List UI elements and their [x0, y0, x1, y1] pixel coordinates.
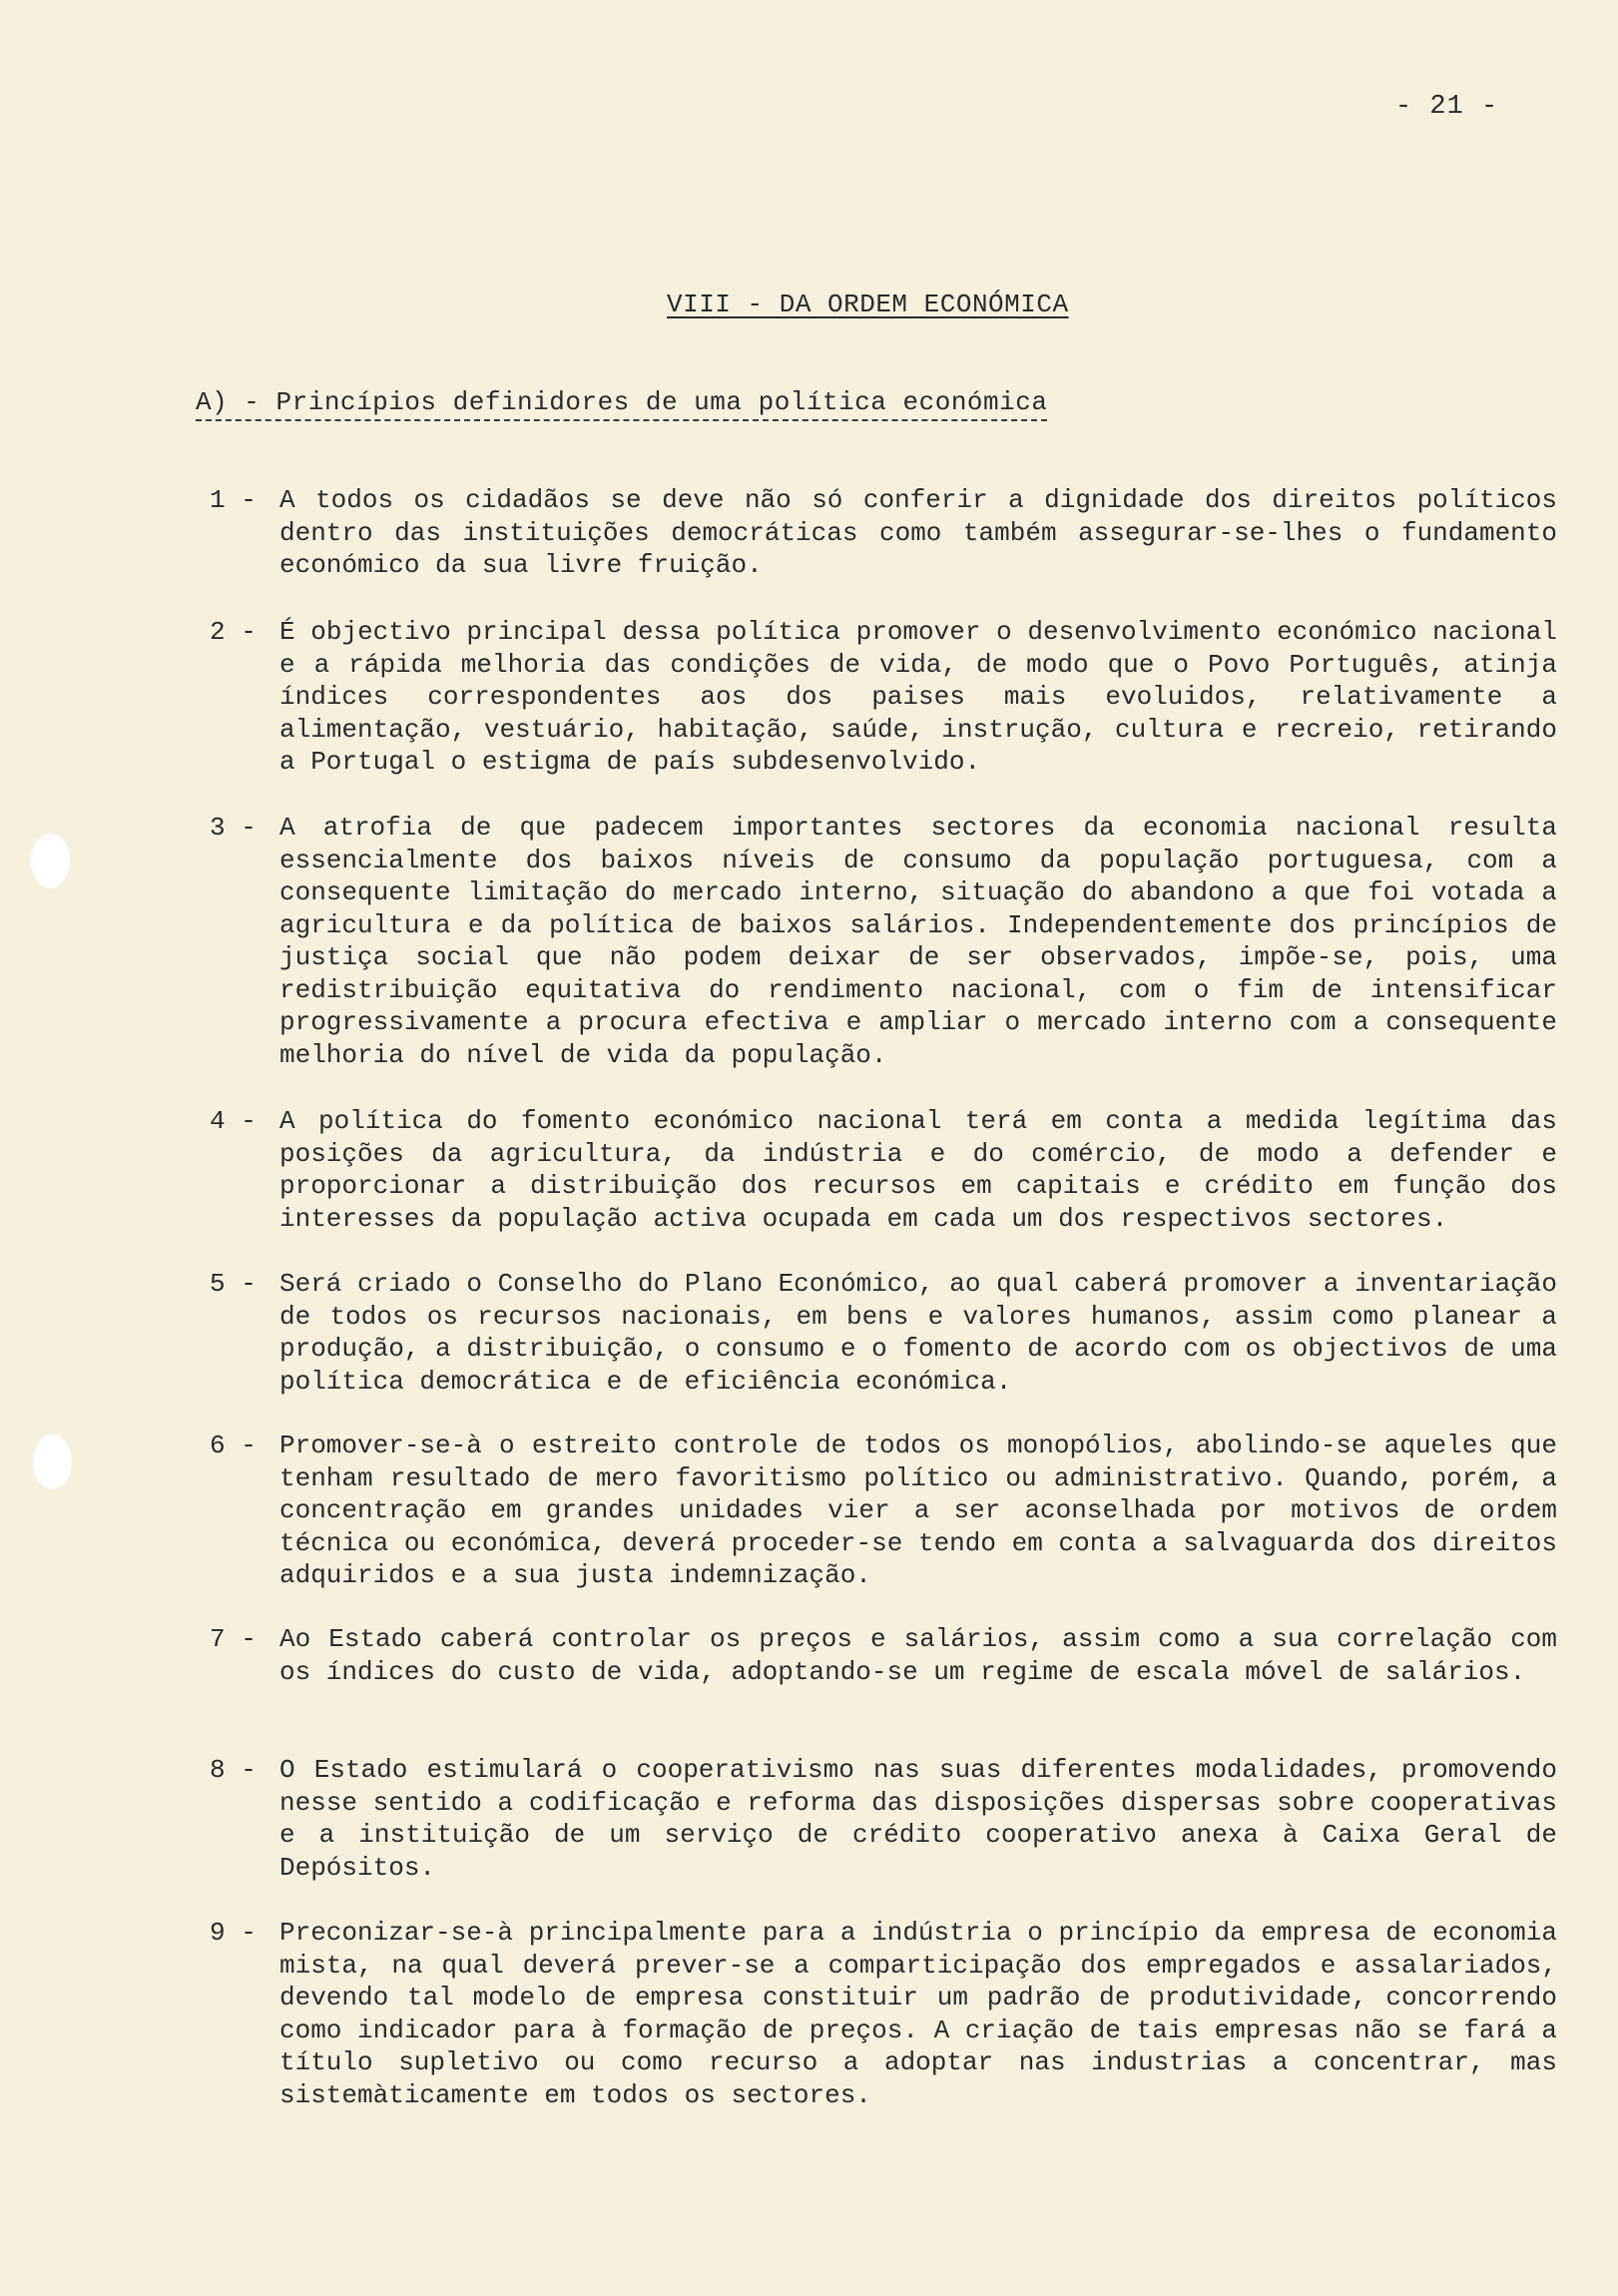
item-text: A todos os cidadãos se deve não só conferir a dignidade dos direitos políticos dentro das instituições democráticas como também assegurar-se-lhes o fundamento económico da sua livre fruição.	[279, 485, 1557, 580]
item-number: 2 -	[210, 617, 257, 647]
item-text: Ao Estado caberá controlar os preços e salários, assim como a sua correlação com os índices do custo de vida, adoptando-se um regime de escala móvel de salários.	[279, 1624, 1557, 1687]
item-number: 1 -	[210, 485, 257, 515]
item-number: 7 -	[210, 1624, 257, 1654]
item-text: A política do fomento económico nacional terá em conta a medida legítima das posições da agricultura, da indústria e do comércio, de modo a defender e proporcionar a distribuição dos recursos em capitais e crédito em função dos interesses da população activa ocupada em cada um dos respectivos sectores.	[279, 1106, 1557, 1234]
section-title: VIII - DA ORDEM ECONÓMICA	[667, 289, 1069, 319]
item-text: O Estado estimulará o cooperativismo nas suas diferentes modalidades, promovendo nesse sentido a codificação e reforma das disposições dispersas sobre cooperativas e a instituição de um serviço de crédito cooperativo anexa à Caixa Geral de Depósitos.	[279, 1755, 1557, 1883]
item-number: 6 -	[210, 1431, 257, 1460]
item-text: Promover-se-à o estreito controle de todos os monopólios, abolindo-se aqueles que tenham resultado de mero favoritismo político ou administrativo. Quando, porém, a concentração em grandes unidades vier a ser aconselhada por motivos de ordem técnica ou económica, deverá proceder-se tendo em conta a salvaguarda dos direitos adquiridos e a sua justa indemnização.	[279, 1431, 1557, 1590]
item-number: 9 -	[210, 1918, 257, 1948]
page-number: - 21 -	[1395, 92, 1499, 122]
item-text: A atrofia de que padecem importantes sectores da economia nacional resulta essencialmente dos baixos níveis de consumo da população portuguesa, com a consequente limitação do mercado interno, situação do abandono a que foi votada a agricultura e da política de baixos salários. Independentemente dos princípios de justiça social que não podem deixar de ser observados, impõe-se, pois, uma redistribuição equitativa do rendimento nacional, com o fim de intensificar progressivamente a procura efectiva e ampliar o mercado interno com a consequente melhoria do nível de vida da população.	[279, 813, 1557, 1070]
item-number: 3 -	[210, 813, 257, 843]
punch-hole	[32, 1434, 72, 1489]
item-number: 4 -	[210, 1106, 257, 1136]
item-number: 8 -	[210, 1755, 257, 1785]
item-text: Será criado o Conselho do Plano Económico, ao qual caberá promover a inventariação de todos os recursos nacionais, em bens e valores humanos, assim como planear a produção, a distribuição, o consumo e o fomento de acordo com os objectivos de uma política democrática e de eficiência económica.	[279, 1269, 1557, 1397]
punch-hole	[30, 833, 70, 888]
item-text: É objectivo principal dessa política promover o desenvolvimento económico nacional e a rápida melhoria das condições de vida, de modo que o Povo Português, atinja índices correspondentes aos dos paises mais evoluidos, relativamente a alimentação, vestuário, habitação, saúde, instrução, cultura e recreio, retirando a Portugal o estigma de país subdesenvolvido.	[279, 617, 1557, 777]
item-text: Preconizar-se-à principalmente para a indústria o princípio da empresa de economia mista, na qual deverá prever-se a comparticipação dos empregados e assalariados, devendo tal modelo de empresa constituir um padrão de produtividade, concorrendo como indicador para à formação de preços. A criação de tais empresas não se fará a título supletivo ou como recurso a adoptar nas industrias a concentrar, mas sistemàticamente em todos os sectores.	[279, 1918, 1557, 2110]
subsection-title: A) - Princípios definidores de uma política económica	[196, 387, 1047, 421]
item-number: 5 -	[210, 1269, 257, 1299]
